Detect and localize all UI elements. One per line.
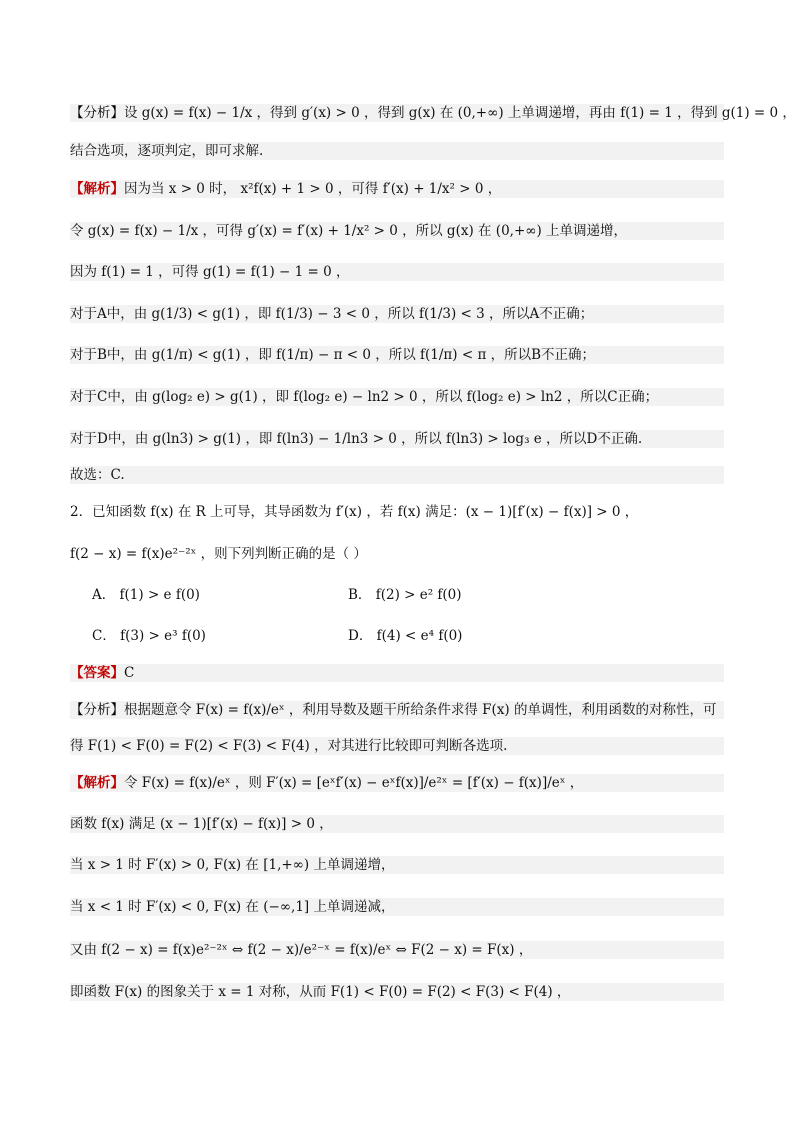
p1-analysis-line2: 结合选项，逐项判定，即可求解. [70, 142, 724, 160]
option-a: A． f(1) > e f(0) [92, 587, 200, 603]
p2-solution-line4: 当 x < 1 时 F′(x) < 0, F(x) 在 (−∞,1] 上单调递减， [70, 898, 724, 916]
p2-solution-line5: 又由 f(2 − x) = f(x)e²⁻²ˣ ⇔ f(2 − x)/e²⁻ˣ = f(x)/eˣ ⇔ F(2 − x) = F(x) ， [70, 941, 724, 959]
p2-solution-line6: 即函数 F(x) 的图象关于 x = 1 对称，从而 F(1) < F(0) = F(2) < F(3) < F(4) ， [70, 983, 724, 1001]
p1-solution-line5: 对于B中，由 g(1/π) < g(1) ，即 f(1/π) − π < 0 ，所以 f(1/π) < π ，所以B不正确； [70, 346, 724, 364]
p2-stem-line1: 2．已知函数 f(x) 在 R 上可导，其导函数为 f′(x) ，若 f(x) 满足：(x − 1)[f′(x) − f(x)] > 0 ， [70, 504, 639, 520]
option-c: C． f(3) > e³ f(0) [92, 628, 206, 644]
answer-value: C [124, 665, 135, 681]
option-d: D． f(4) < e⁴ f(0) [348, 628, 463, 644]
p1-solution-line4: 对于A中，由 g(1/3) < g(1) ，即 f(1/3) − 3 < 0 ，所以 f(1/3) < 3 ，所以A不正确； [70, 305, 724, 323]
p2-stem-line2: f(2 − x) = f(x)e²⁻²ˣ ，则下列判断正确的是（ ） [70, 546, 367, 562]
solution-tag: 【解析】 [70, 181, 124, 197]
p2-analysis-line1 [70, 701, 724, 719]
p1-solution-line6: 对于C中，由 g(log₂ e) > g(1) ，即 f(log₂ e) − ln2 > 0 ，所以 f(log₂ e) > ln2 ，所以C正确； [70, 388, 724, 406]
p2-solution-line1 [70, 774, 724, 792]
analysis-tag: 【分析】 [70, 105, 124, 121]
p1-solution-line3: 因为 f(1) = 1 ，可得 g(1) = f(1) − 1 = 0 ， [70, 263, 724, 281]
p1-solution-line2: 令 g(x) = f(x) − 1/x ，可得 g′(x) = f′(x) + 1/x² > 0 ，所以 g(x) 在 (0,+∞) 上单调递增， [70, 222, 724, 240]
p1-solution-line7: 对于D中，由 g(ln3) > g(1) ，即 f(ln3) − 1/ln3 > 0 ，所以 f(ln3) > log₃ e ，所以D不正确. [70, 430, 724, 448]
analysis-text: 根据题意令 F(x) = f(x)/eˣ ，利用导数及题干所给条件求得 F(x) 的单调性，利用函数的对称性，可 [124, 702, 717, 718]
solution-tag: 【解析】 [70, 775, 124, 791]
p2-answer-line [70, 664, 724, 682]
p2-analysis-line2: 得 F(1) < F(0) = F(2) < F(3) < F(4) ，对其进行比较即可判断各选项. [70, 737, 724, 755]
p1-answer-line: 故选：C. [70, 466, 724, 484]
solution-text: 因为当 x > 0 时， x²f(x) + 1 > 0 ，可得 f′(x) + 1/x² > 0 ， [124, 181, 502, 197]
analysis-tag: 【分析】 [70, 702, 124, 718]
answer-tag: 【答案】 [70, 665, 124, 681]
p2-solution-line2: 函数 f(x) 满足 (x − 1)[f′(x) − f(x)] > 0 ， [70, 815, 724, 833]
option-b: B． f(2) > e² f(0) [348, 587, 462, 603]
p2-solution-line3: 当 x > 1 时 F′(x) > 0, F(x) 在 [1,+∞) 上单调递增， [70, 856, 724, 874]
analysis-text: 设 g(x) = f(x) − 1/x ，得到 g′(x) > 0 ，得到 g(x) 在 (0,+∞) 上单调递增，再由 f(1) = 1 ，得到 g(1) = 0 ， [124, 105, 796, 121]
p1-solution-line1 [70, 180, 724, 198]
p1-analysis-line1 [70, 104, 796, 122]
solution-text: 令 F(x) = f(x)/eˣ ，则 F′(x) = [eˣf′(x) − eˣf(x)]/e²ˣ = [f′(x) − f(x)]/eˣ ， [124, 775, 584, 791]
